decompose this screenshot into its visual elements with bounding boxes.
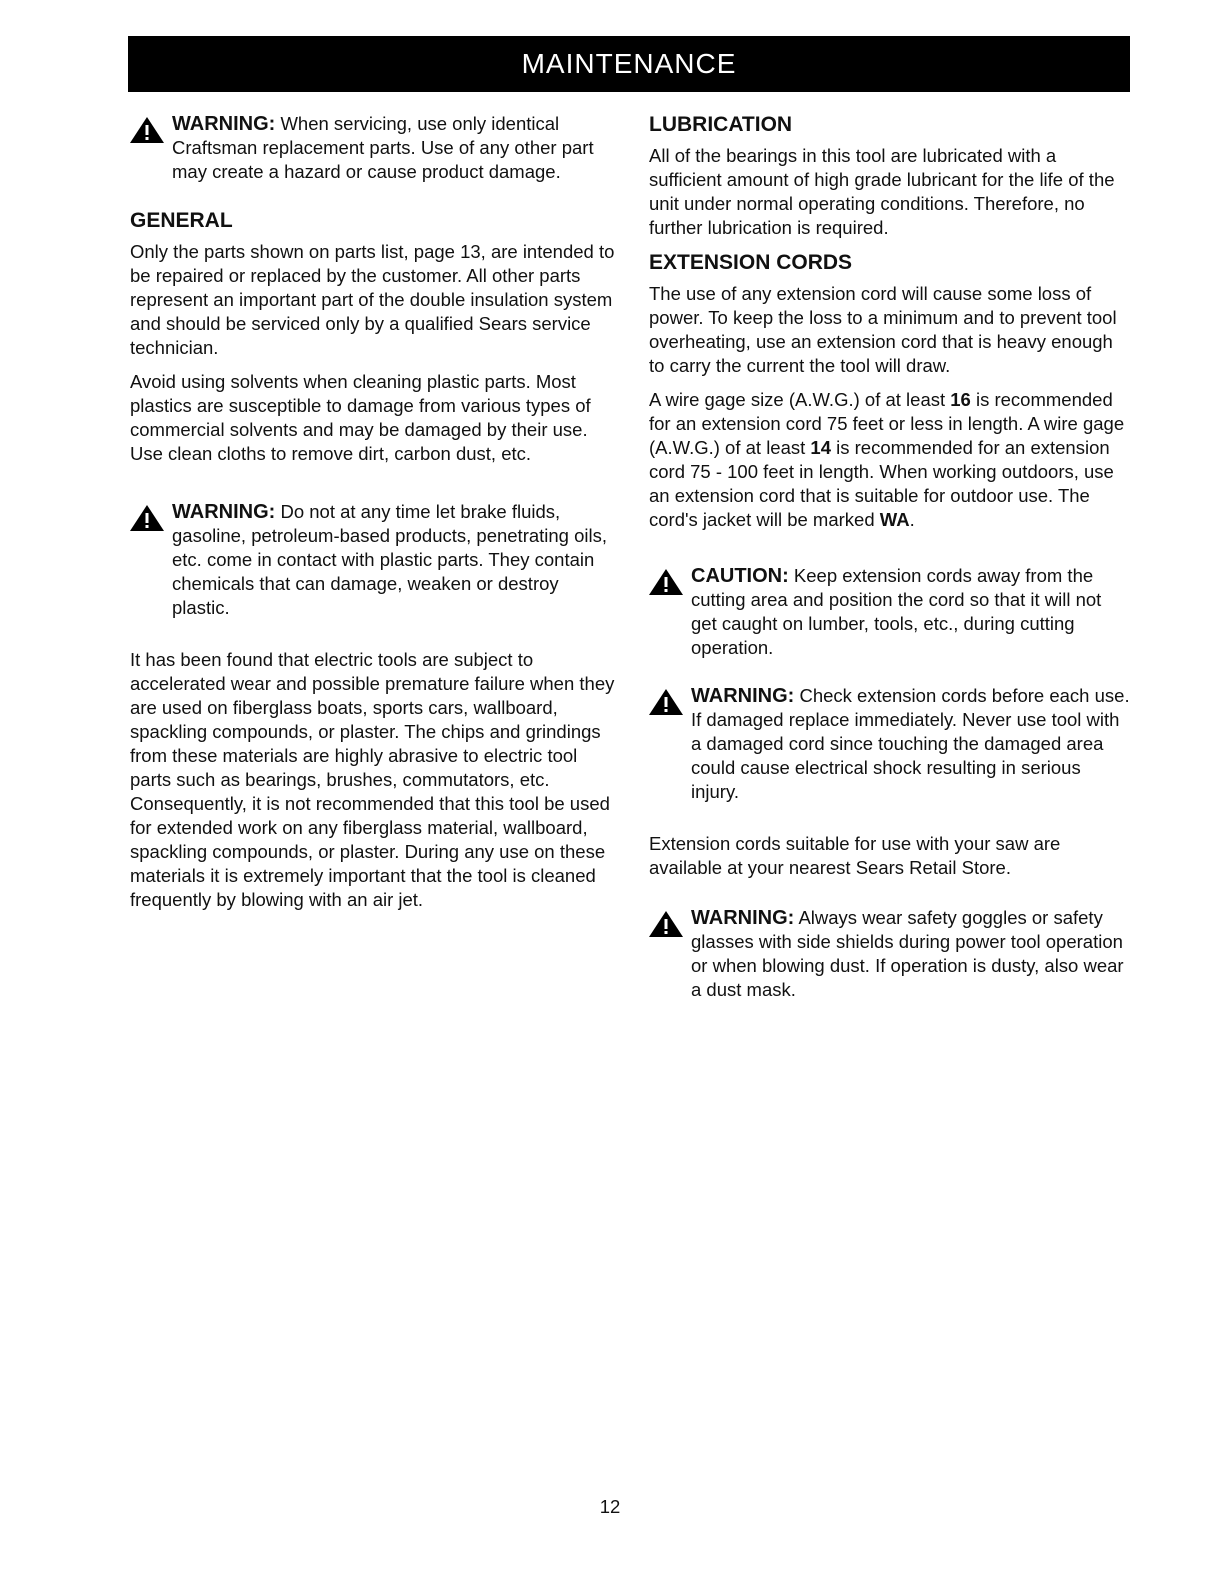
warning-triangle-icon: [649, 689, 683, 715]
general-paragraph-parts: Only the parts shown on parts list, page 13, are intended to be repaired or replaced by the customer. All other parts represent an important part of the double insulation system and should be serviced only by a qualified Sears service technician.: [130, 241, 615, 358]
warning-text: [172, 500, 616, 620]
warning-notice-safety-goggles: [649, 906, 1131, 1002]
extension-gage-paragraph: [649, 388, 1131, 532]
text-run: .: [909, 509, 915, 530]
caution-triangle-icon: [649, 569, 683, 595]
warning-text: [691, 684, 1131, 804]
right-column: [649, 112, 1131, 1026]
caution-notice-cord-position: [649, 564, 1131, 660]
warning-body: When servicing, use only identical Craftsman replacement parts. Use of any other part may create a hazard or cause product damage.: [172, 113, 594, 182]
warning-body: Check extension cords before each use. If damaged replace immediately. Never use tool with a damaged cord since touching the damaged area could cause electrical shock resulting in serious injury.: [691, 685, 1130, 802]
warning-triangle-icon: [649, 911, 683, 937]
gage-value-16: 16: [950, 389, 971, 410]
warning-notice-brake-fluids: [130, 500, 616, 620]
store-availability-paragraph: Extension cords suitable for use with your saw are available at your nearest Sears Retail Store.: [649, 833, 1061, 878]
text-run: A wire gage size (A.W.G.) of at least: [649, 389, 951, 410]
page-number: 12: [599, 1496, 621, 1517]
warning-label: WARNING:: [172, 113, 276, 135]
gage-value-14: 14: [810, 437, 831, 458]
lubrication-paragraph: All of the bearings in this tool are lubricated with a sufficient amount of high grade lubricant for the life of the unit under normal operating conditions. Therefore, no further lubrication is required.: [649, 145, 1115, 238]
section-header-bar: [128, 36, 1130, 92]
warning-notice-check-cords: [649, 684, 1131, 804]
extension-power-paragraph: The use of any extension cord will cause some loss of power. To keep the loss to a minimum and to prevent tool overheating, use an extension cord that is heavy enough to carry the current the tool will draw.: [649, 283, 1117, 376]
extension-cords-heading: EXTENSION CORDS: [649, 251, 853, 274]
caution-label: CAUTION:: [691, 565, 789, 587]
warning-triangle-icon: [130, 505, 164, 531]
general-heading: GENERAL: [130, 209, 233, 232]
general-paragraph-solvents: Avoid using solvents when cleaning plastic parts. Most plastics are susceptible to damage from various types of commercial solvents and may be damaged by their use. Use clean cloths to remove dirt, carbon dust, etc.: [130, 371, 591, 464]
caution-text: [691, 564, 1131, 660]
page-title: MAINTENANCE: [521, 48, 737, 79]
warning-triangle-icon: [130, 117, 164, 143]
warning-label: WARNING:: [691, 907, 795, 929]
warning-text: [172, 112, 616, 184]
warning-notice-replacement-parts: [130, 112, 616, 184]
lubrication-heading: LUBRICATION: [649, 113, 793, 136]
warning-text: [691, 906, 1131, 1002]
caution-body: Keep extension cords away from the cutting area and position the cord so that it will not get caught on lumber, tools, etc., during cutting operation.: [691, 565, 1102, 658]
text-run: is recommended for an extension cord 75 feet or less in length. A wire gage (A.W.G.) of at least: [649, 389, 1125, 458]
warning-label: WARNING:: [172, 501, 276, 523]
text-run: is recommended for an extension cord 75 - 100 feet in length. When working outdoors, use an extension cord that is suitable for outdoor use. The cord's jacket will be marked: [649, 437, 1114, 530]
warning-body: Do not at any time let brake fluids, gasoline, petroleum-based products, penetrating oils, etc. come in contact with plastic parts. They contain chemicals that can damage, weaken or destroy plastic.: [172, 501, 608, 618]
fiberglass-paragraph: It has been found that electric tools are subject to accelerated wear and possible premature failure when they are used on fiberglass boats, sports cars, wallboard, spackling compounds, or plaster. The chips and grindings from these materials are highly abrasive to electric tool parts such as bearings, brushes, commutators, etc. Consequently, it is not recommended that this tool be used for extended work on any fiberglass material, wallboard, spackling compounds, or plaster. During any use on these materials it is extremely important that the tool is cleaned frequently by blowing with an air jet.: [130, 649, 615, 910]
left-column: [130, 112, 616, 922]
warning-label: WARNING:: [691, 685, 795, 707]
jacket-marking: WA: [879, 509, 910, 530]
warning-body: Always wear safety goggles or safety glasses with side shields during power tool operation or when blowing dust. If operation is dusty, also wear a dust mask.: [691, 907, 1124, 1000]
